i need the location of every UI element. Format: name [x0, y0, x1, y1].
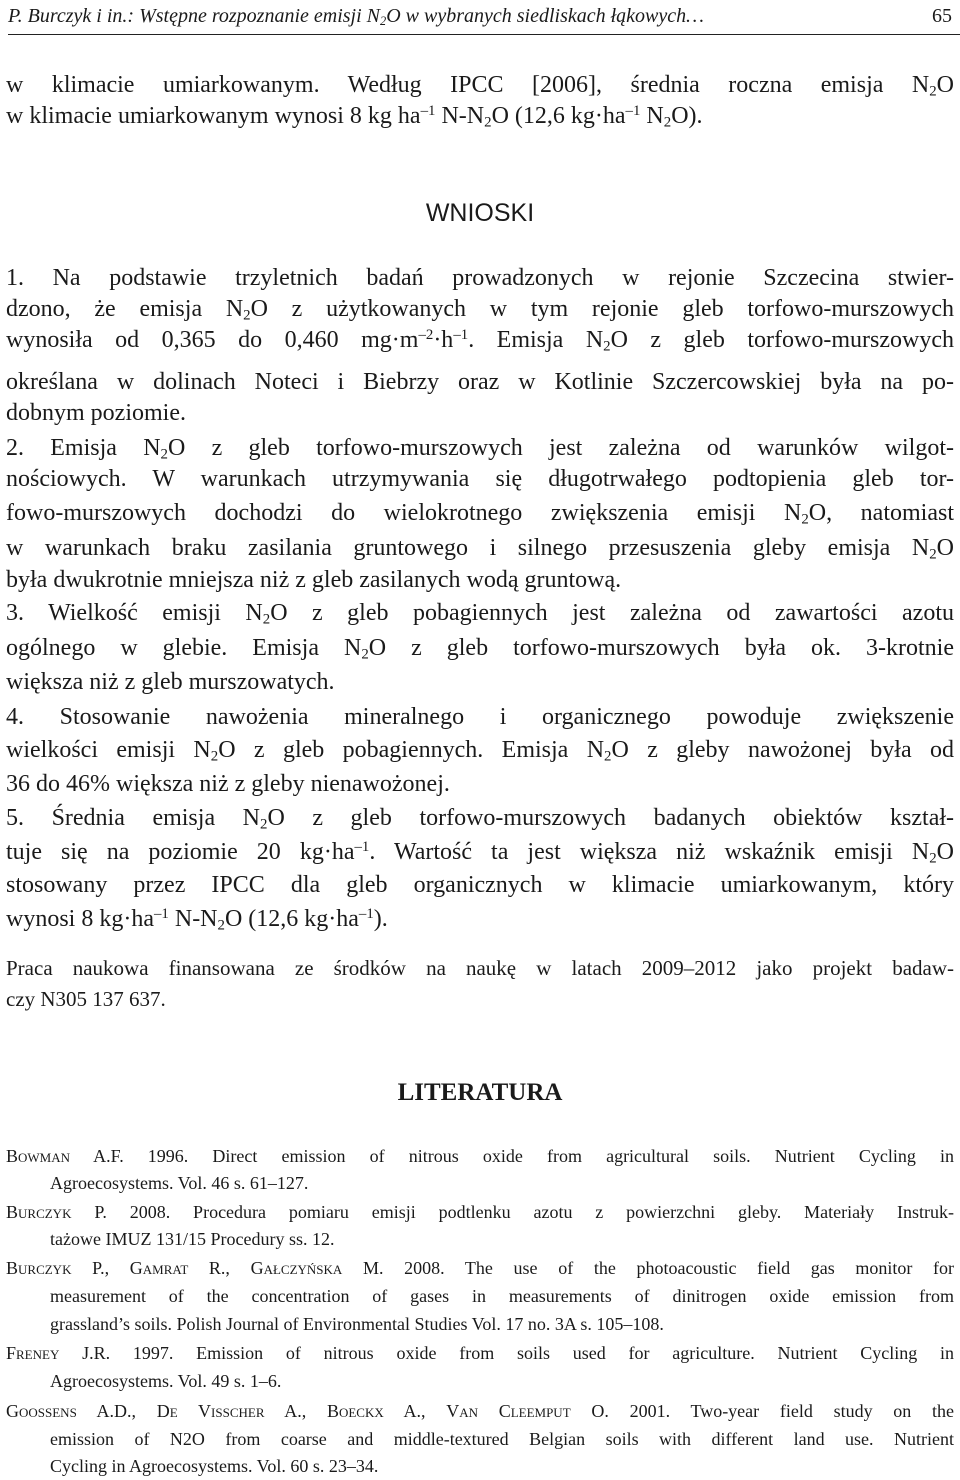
- running-title: P. Burczyk i in.: Wstępne rozpoznanie emisji $N_2O$ w wybranych siedliskach łąkowych…: [8, 5, 704, 29]
- conclusion-line: tuje się na poziomie 20 $kg\cdot ha^{-1}$. Wartość ta jest większa niż wskaźnik emisji $N_2O$: [6, 838, 954, 867]
- conclusion-line: wynosi 8 $kg\cdot ha^{-1}$ $N-N_2O$ (12,6 $kg\cdot ha^{-1}$).: [6, 905, 388, 934]
- reference-line: Agroecosystems. Vol. 46 s. 61–127.: [50, 1173, 309, 1193]
- conclusion-line: fowo-murszowych dochodzi do wielokrotnego zwiększenia emisji $N_2O$, natomiast: [6, 500, 954, 528]
- conclusion-line: dobnym poziomie.: [6, 400, 186, 426]
- conclusion-line: dzono, że emisja $N_2O$ z użytkowanych w tym rejonie gleb torfowo-murszowych: [6, 296, 954, 324]
- conclusion-line: 5. Średnia emisja $N_2O$ z gleb torfowo-murszowych badanych obiektów kształ-: [6, 805, 955, 833]
- header-rule: [8, 34, 960, 35]
- reference-line: Cycling in Agroecosystems. Vol. 60 s. 23–34.: [50, 1456, 379, 1476]
- reference-line: grassland’s soils. Polish Journal of Environmental Studies Vol. 17 no. 3A s. 105–108.: [50, 1314, 664, 1334]
- page-number: 65: [932, 5, 952, 27]
- running-header: [8, 4, 960, 30]
- conclusion-line: 2. Emisja $N_2O$ z gleb torfowo-murszowych jest zależna od warunków wilgot-: [6, 435, 954, 463]
- conclusion-line: większa niż z gleb murszowatych.: [6, 669, 335, 695]
- conclusion-line: 3. Wielkość emisji $N_2O$ z gleb pobagiennych jest zależna od zawartości azotu: [6, 600, 954, 628]
- conclusion-line: 4. Stosowanie nawożenia mineralnego i organicznego powoduje zwiększenie: [6, 704, 954, 730]
- conclusion-line: nościowych. W warunkach utrzymywania się długotrwałego podtopienia gleb tor-: [6, 466, 954, 492]
- conclusion-line: stosowany przez IPCC dla gleb organicznych w klimacie umiarkowanym, który: [6, 872, 954, 898]
- reference-line: Burczyk P., Gamrat R., Gałczyńska M. 2008. The use of the photoacoustic field gas monitor for: [6, 1258, 954, 1278]
- funding-line: czy N305 137 637.: [6, 987, 166, 1011]
- conclusion-line: w warunkach braku zasilania gruntowego i silnego przesuszenia gleby emisja $N_2O$: [6, 535, 954, 563]
- intro-line: w klimacie umiarkowanym. Według IPCC [2006], średnia roczna emisja $N_2O$: [6, 72, 954, 100]
- conclusion-line: wynosiła od 0,365 do 0,460 $mg\cdot m^{-2}\cdot h^{-1}$. Emisja $N_2O$ z gleb torfowo-murszowych: [6, 326, 954, 355]
- literature-heading: LITERATURA: [397, 1079, 563, 1106]
- conclusion-line: 1. Na podstawie trzyletnich badań prowadzonych w rejonie Szczecina stwier-: [6, 265, 954, 291]
- reference-line: emission of N2O from coarse and middle-textured Belgian soils with different land use. Nutrient: [50, 1429, 954, 1449]
- conclusion-line: wielkości emisji $N_2O$ z gleb pobagiennych. Emisja $N_2O$ z gleby nawożonej była od: [6, 737, 954, 765]
- conclusions-heading: WNIOSKI: [425, 199, 535, 227]
- reference-line: Freney J.R. 1997. Emission of nitrous oxide from soils used for agriculture. Nutrient Cycling in: [6, 1343, 954, 1363]
- conclusion-line: określana w dolinach Noteci i Biebrzy oraz w Kotlinie Szczercowskiej była na po-: [6, 369, 954, 395]
- reference-line: measurement of the concentration of gases in measurements of dinitrogen oxide emission from: [50, 1286, 954, 1306]
- conclusion-line: ogólnego w glebie. Emisja $N_2O$ z gleb torfowo-murszowych była ok. 3-krotnie: [6, 635, 954, 663]
- reference-line: Goossens A.D., De Visscher A., Boeckx A., Van Cleemput O. 2001. Two-year field study on the: [6, 1401, 954, 1421]
- funding-line: Praca naukowa finansowana ze środków na naukę w latach 2009–2012 jako projekt badaw-: [6, 956, 954, 980]
- conclusion-line: była dwukrotnie mniejsza niż z gleb zasilanych wodą gruntową.: [6, 567, 622, 593]
- reference-line: Agroecosystems. Vol. 49 s. 1–6.: [50, 1371, 282, 1391]
- reference-line: Bowman A.F. 1996. Direct emission of nitrous oxide from agricultural soils. Nutrient Cycling in: [6, 1146, 954, 1166]
- intro-line: w klimacie umiarkowanym wynosi 8 kg $ha^{-1}$ $N-N_2O$ (12,6 $kg\cdot ha^{-1}$ $N_2O$).: [6, 102, 703, 131]
- reference-line: tażowe IMUZ 131/15 Procedury ss. 12.: [50, 1229, 335, 1249]
- conclusion-line: 36 do 46% większa niż z gleby nienawożonej.: [6, 771, 450, 797]
- reference-line: Burczyk P. 2008. Procedura pomiaru emisji podtlenku azotu z powierzchni gleby. Materiały Instruk-: [6, 1202, 954, 1222]
